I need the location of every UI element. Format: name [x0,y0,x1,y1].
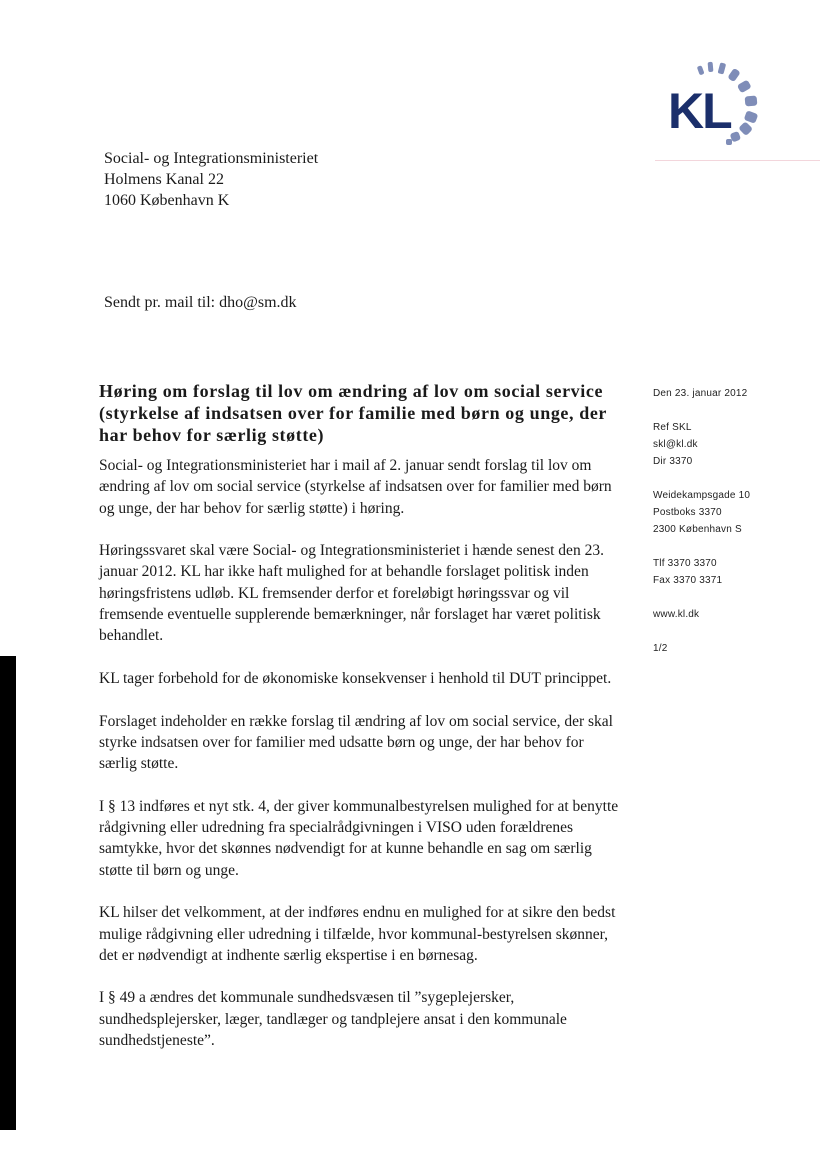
body-paragraph: I § 49 a ændres det kommunale sundhedsvæsen til ”sygeplejersker, sundhedsplejersker, læger, tandlæger og tandplejere ansat i den kommunale sundhedstjeneste”. [99,989,567,1050]
sent-to-line: Sendt pr. mail til: dho@sm.dk [104,294,297,311]
recipient-address [104,148,318,211]
body-paragraph: I § 13 indføres et nyt stk. 4, der giver kommunalbestyrelsen mulighed for at benytte rådgivning eller udredning fra specialrådgivningen i VISO uden forældrenes samtykke, hvor det skønnes nødvendigt for at kunne behandle en sag om særlig støtte til børn og unge. [99,797,619,879]
sender-info-column [653,385,750,657]
sender-website: www.kl.dk [653,609,700,620]
recipient-line: Social- og Integrationsministeriet [104,150,319,167]
body-paragraph: Høringssvaret skal være Social- og Integrationsministeriet i hænde senest den 23. januar 2012. KL har ikke haft mulighed for at behandle forslaget politisk inden høringsfristens udløb. KL fremsender derfor et foreløbigt høringssvar og vil fremsende eventuelle supplerende bemærkninger, når forslaget har været politisk behandlet. [99,542,604,645]
body-paragraph: KL hilser det velkomment, at der indføres endnu en mulighed for at sikre den bedst mulige rådgivning eller udredning i tilfælde, hvor kommunal-bestyrelsen skønner, det er nødvendigt at indhente særlig ekspertise i en børnesag. [99,904,616,964]
sender-postbox: Postboks 3370 [653,507,722,518]
sender-email: skl@kl.dk [653,439,698,450]
letter-date: Den 23. januar 2012 [653,388,748,399]
recipient-line: Holmens Kanal 22 [104,171,224,188]
recipient-line: 1060 København K [104,192,230,209]
sender-city: 2300 København S [653,524,742,535]
letter-body [99,455,619,1073]
body-paragraph: KL tager forbehold for de økonomiske konsekvenser i henhold til DUT princippet. [99,669,612,687]
body-paragraph: Social- og Integrationsministeriet har i mail af 2. januar sendt forslag til lov om ændring af lov om social service (styrkelse af indsatsen over for familier med børn og unge, der har behov for særlig støtte) i høring. [99,457,612,517]
letter-heading: Høring om forslag til lov om ændring af lov om social service (styrkelse af indsatsen over for familie med børn og unge, der har behov for særlig støtte) [99,381,607,445]
scan-edge-bar [0,656,16,1130]
page-number: 1/2 [653,643,668,654]
kl-logo [668,58,772,154]
sender-fax: Fax 3370 3371 [653,575,723,586]
sender-street: Weidekampsgade 10 [653,490,751,501]
header-rule [655,160,820,161]
sender-phone: Tlf 3370 3370 [653,558,717,569]
sender-dir: Dir 3370 [653,456,693,467]
sender-ref: Ref SKL [653,422,692,433]
body-paragraph: Forslaget indeholder en række forslag til ændring af lov om social service, der skal styrke indsatsen over for familier med udsatte børn og unge, der har behov for særlig støtte. [99,712,613,773]
kl-logo-text: KL [668,83,731,139]
